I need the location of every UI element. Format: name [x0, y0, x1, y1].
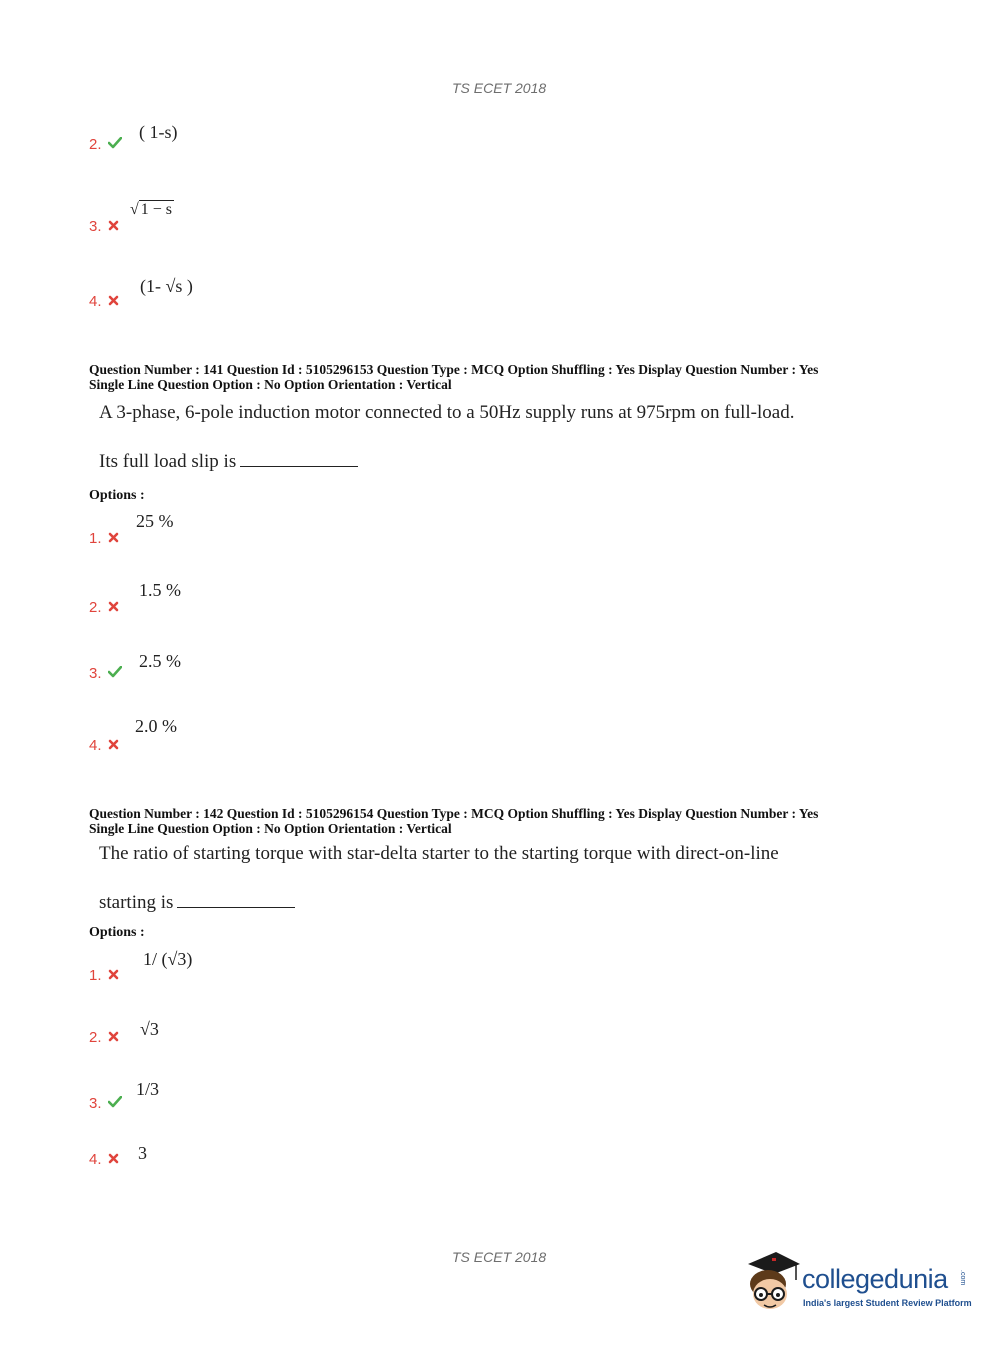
check-icon: [108, 665, 122, 683]
option-number: 3.: [89, 665, 102, 682]
mascot-icon: [742, 1250, 802, 1318]
answer-blank: [177, 889, 295, 908]
q142-text-line1: The ratio of starting torque with star-delta starter to the starting torque with direct-on-line: [99, 843, 779, 864]
q141-meta-line2: Single Line Question Option : No Option Orientation : Vertical: [89, 377, 452, 392]
collegedunia-logo: [742, 1250, 972, 1320]
option-number: 1.: [89, 967, 102, 984]
option-number: 2.: [89, 136, 102, 153]
option-number: 1.: [89, 530, 102, 547]
cross-icon: [108, 218, 119, 236]
cross-icon: [108, 737, 119, 755]
q142-text-line2-content: starting is: [99, 892, 174, 913]
q141-option-4-text: 2.0 %: [135, 716, 177, 736]
prev-option-4: [89, 293, 119, 311]
cross-icon: [108, 530, 119, 548]
q142-option-3-text: 1/3: [136, 1079, 160, 1099]
option-number: 2.: [89, 1029, 102, 1046]
cross-icon: [108, 1151, 119, 1169]
q141-text-line1: A 3-phase, 6-pole induction motor connected to a 50Hz supply runs at 975rpm on full-load.: [99, 402, 795, 423]
option-number: 4.: [89, 293, 102, 310]
check-icon: [108, 136, 122, 154]
option-number: 2.: [89, 599, 102, 616]
q141-option-1-text: 25 %: [136, 511, 174, 531]
logo-tagline: India's largest Student Review Platform: [803, 1298, 972, 1308]
q142-option-4-text: 3: [138, 1143, 147, 1163]
q141-option-4: [89, 737, 119, 755]
prev-option-2-text: ( 1-s): [139, 122, 178, 142]
answer-blank: [240, 448, 358, 467]
q141-meta: [89, 362, 818, 392]
q141-text-line2: [99, 448, 358, 473]
option-number: 4.: [89, 1151, 102, 1168]
option-number: 3.: [89, 1095, 102, 1112]
q141-text-line2-content: Its full load slip is: [99, 451, 237, 472]
logo-wordmark: collegedunia: [802, 1264, 948, 1294]
q141-option-3-text: 2.5 %: [139, 651, 181, 671]
cross-icon: [108, 1029, 119, 1047]
q142-text-line2: [99, 889, 295, 914]
q142-option-2: [89, 1029, 119, 1047]
q142-option-1-text: 1/ (√3): [143, 949, 193, 969]
q142-meta-line1: Question Number : 142 Question Id : 5105296154 Question Type : MCQ Option Shuffling : Yes Display Question Number : Yes: [89, 806, 819, 821]
page-header: TS ECET 2018: [452, 80, 547, 96]
q141-options-label: Options :: [89, 488, 145, 503]
q141-option-2: [89, 599, 119, 617]
option-number: 3.: [89, 218, 102, 235]
prev-option-3-text: [130, 200, 174, 219]
q141-meta-line1: Question Number : 141 Question Id : 5105296153 Question Type : MCQ Option Shuffling : Yes Display Question Number : Yes: [89, 362, 819, 377]
q142-option-1: [89, 967, 119, 985]
q141-option-1: [89, 530, 119, 548]
q142-meta: [89, 806, 818, 836]
q141-option-3: [89, 665, 122, 683]
cross-icon: [108, 599, 119, 617]
prev-option-2: [89, 136, 122, 154]
q142-option-4: [89, 1151, 119, 1169]
prev-option-4-text: (1- √s ): [140, 276, 193, 296]
cross-icon: [108, 967, 119, 985]
logo-suffix: .com: [959, 1270, 966, 1286]
q142-options-label: Options :: [89, 925, 145, 940]
option-number: 4.: [89, 737, 102, 754]
q142-option-2-text: √3: [140, 1019, 159, 1039]
q141-option-2-text: 1.5 %: [139, 580, 181, 600]
q142-meta-line2: Single Line Question Option : No Option Orientation : Vertical: [89, 821, 452, 836]
prev-option-3: [89, 218, 119, 236]
sqrt-sign: √: [130, 201, 139, 218]
cross-icon: [108, 293, 119, 311]
q142-option-3: [89, 1095, 122, 1113]
page-footer: TS ECET 2018: [452, 1249, 547, 1265]
check-icon: [108, 1095, 122, 1113]
sqrt-radicand: 1 − s: [140, 201, 173, 218]
